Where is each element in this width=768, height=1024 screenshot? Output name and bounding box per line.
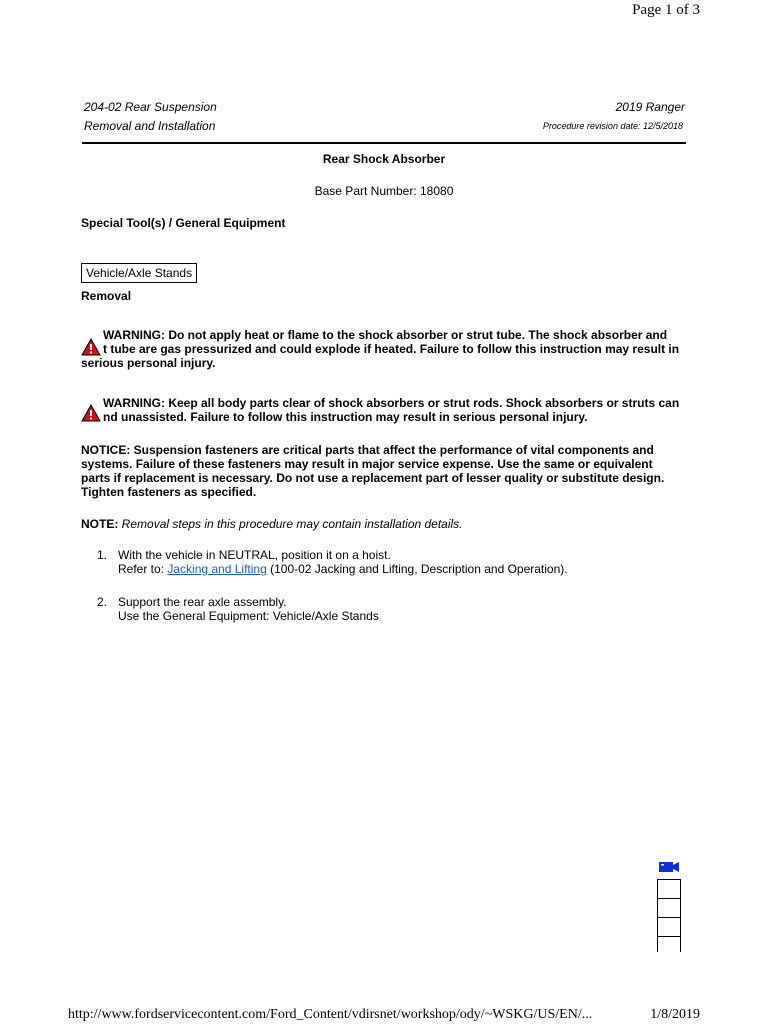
step-1-ref-prefix: Refer to: <box>118 562 168 576</box>
warning-2 <box>81 396 687 424</box>
step-1-reference <box>118 562 568 576</box>
jacking-and-lifting-link[interactable]: Jacking and Lifting <box>167 562 267 576</box>
removal-heading: Removal <box>81 289 132 303</box>
notice-line-3: parts if replacement is necessary. Do not use a replacement part of lesser quality or substitute design. <box>81 471 665 485</box>
note-label: NOTE: <box>81 517 119 531</box>
note-text: Removal steps in this procedure may contain installation details. <box>118 517 463 531</box>
header-model: 2019 Ranger <box>615 100 685 114</box>
step-2-text: Support the rear axle assembly. <box>118 595 287 609</box>
notice-block <box>81 443 687 499</box>
tool-vehicle-axle-stands: Vehicle/Axle Stands <box>81 263 197 283</box>
warning-1-line-3: serious personal injury. <box>81 356 216 370</box>
table-cell <box>657 898 681 918</box>
note <box>81 517 463 531</box>
step-2-number: 2. <box>97 595 108 609</box>
warning-2-line-1: WARNING: Keep all body parts clear of shock absorbers or strut rods. Shock absorbers or struts can <box>103 396 680 410</box>
notice-line-1: NOTICE: Suspension fasteners are critical parts that affect the performance of vital components and <box>81 443 654 457</box>
notice-line-2: systems. Failure of these fasteners may result in major service expense. Use the same or equivalent <box>81 457 653 471</box>
table-cell <box>657 936 681 952</box>
warning-1-line-1: WARNING: Do not apply heat or flame to the shock absorber or strut tube. The shock absorber and <box>103 328 668 342</box>
step-2-sub: Use the General Equipment: Vehicle/Axle Stands <box>118 609 379 623</box>
page-title: Rear Shock Absorber <box>322 152 446 166</box>
special-tools-heading: Special Tool(s) / General Equipment <box>81 216 286 230</box>
notice-line-4: Tighten fasteners as specified. <box>81 485 257 499</box>
step-1-ref-suffix: (100-02 Jacking and Lifting, Description and Operation). <box>266 562 568 576</box>
warning-2-line-2: nd unassisted. Failure to follow this instruction may result in serious personal injury. <box>103 410 588 424</box>
footer-url: http://www.fordservicecontent.com/Ford_Content/vdirsnet/workshop/ody/~WSKG/US/EN/... <box>68 1007 593 1022</box>
table-cell <box>657 879 681 899</box>
step-1-text: With the vehicle in NEUTRAL, position it on a hoist. <box>118 548 391 562</box>
footer-date: 1/8/2019 <box>650 1007 700 1022</box>
page-number: Page 1 of 3 <box>632 2 700 18</box>
step-2 <box>118 595 379 623</box>
header-revision-date: Procedure revision date: 12/5/2018 <box>542 121 683 131</box>
step-1-number: 1. <box>97 548 108 562</box>
video-camera-icon[interactable] <box>658 861 680 873</box>
base-part-number: Base Part Number: 18080 <box>314 184 454 198</box>
warning-1-line-2: t tube are gas pressurized and could explode if heated. Failure to follow this instruction may result in <box>103 342 680 356</box>
header-divider <box>82 142 686 144</box>
header-subsection: Removal and Installation <box>84 119 216 133</box>
warning-1 <box>81 328 687 370</box>
table-cell <box>657 917 681 937</box>
step-1 <box>118 548 568 576</box>
header-section: 204-02 Rear Suspension <box>84 100 217 114</box>
